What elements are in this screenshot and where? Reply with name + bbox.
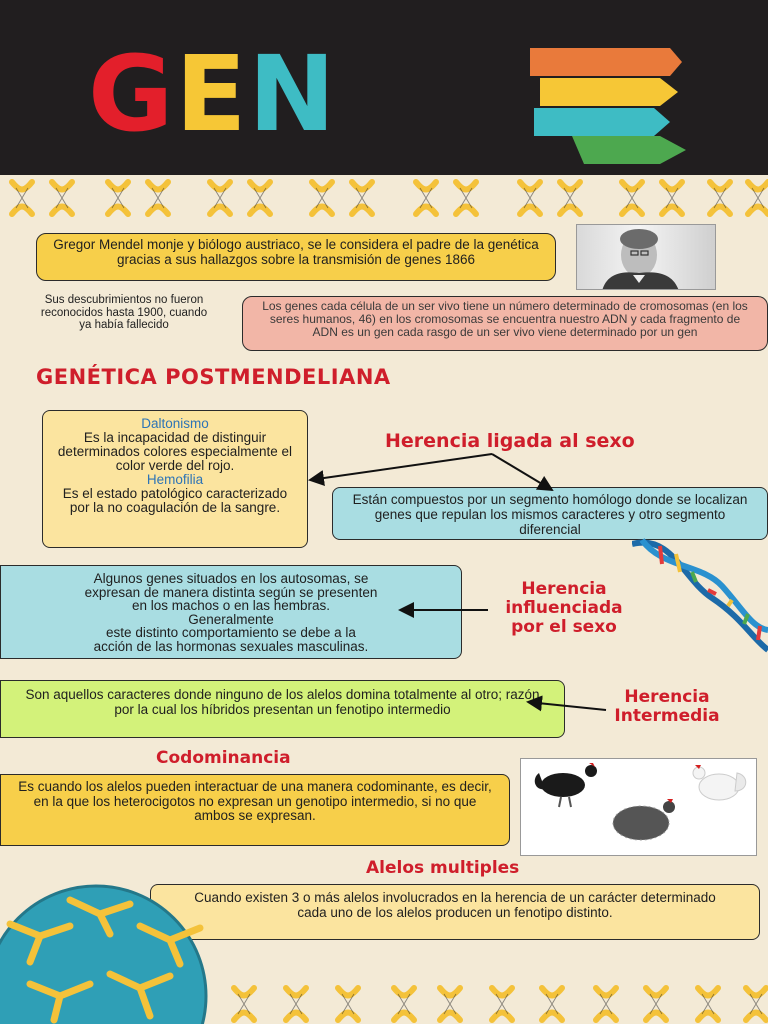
alelos-multiples-text: Cuando existen 3 o más alelos involucrados en la herencia de un carácter determinado cada uno de los alelos producen un fenotipo distinto. xyxy=(194,890,716,920)
codominancia-heading: Codominancia xyxy=(156,748,291,768)
intermedia-box xyxy=(0,680,565,738)
ligada-arrows xyxy=(300,448,560,498)
daltonismo-text: Es la incapacidad de distinguir determinados colores especialmente el color verde del rojo. xyxy=(57,430,293,473)
influenciada-line-3: en los machos o en las hembras. xyxy=(131,598,331,613)
genes-box xyxy=(242,296,768,351)
genes-text: Los genes cada célula de un ser vivo tiene un número determinado de cromosomas (en los seres humanos, 46) en los cromosomas se encuentra nuestro ADN y cada fragmento de ADN es un gen cada rasgo de un ser vivo viene determinado por un gen xyxy=(262,299,748,339)
chickens-icon xyxy=(521,759,758,857)
herencia-ligada-heading: Herencia ligada al sexo xyxy=(385,430,635,452)
hemofilia-text: Es el estado patológico caracterizado por la no coagulación de la sangre. xyxy=(62,486,288,515)
section-title: GENÉTICA POSTMENDELIANA xyxy=(36,365,391,389)
codominancia-box xyxy=(0,774,510,846)
intermedia-arrow xyxy=(520,694,610,718)
mendel-note: Sus descubrimientos no fueron reconocidos hasta 1900, cuando ya había fallecido xyxy=(40,294,208,331)
daltonismo-title: Daltonismo xyxy=(141,416,209,431)
portrait-icon xyxy=(577,225,716,290)
dna-helix-icon xyxy=(632,538,768,658)
influenciada-heading xyxy=(490,580,638,637)
mendel-intro-text: Gregor Mendel monje y biólogo austriaco, se le considera el padre de la genética gracias a sus hallazgos sobre la transmisión de genes 1866 xyxy=(53,237,539,267)
chromosome-pattern-icon xyxy=(0,984,768,1024)
codominancia-text: Es cuando los alelos pueden interactuar de una manera codominante, es decir, en la que los heterocigotos no expresan un genotipo intermedio, si no que ambos se expresan. xyxy=(18,779,492,823)
ligada-desc-text: Están compuestos por un segmento homólogo donde se localizan genes que repulan los mismos caracteres y otro segmento diferencial xyxy=(352,492,748,537)
influenciada-line-1: Algunos genes situados en los autosomas, se xyxy=(93,571,369,586)
alelos-multiples-heading: Alelos multiples xyxy=(366,858,520,878)
page-title xyxy=(88,33,338,155)
influenciada-line-2: expresan de manera distinta según se presenten xyxy=(84,584,378,600)
alelos-multiples-box xyxy=(150,884,760,940)
title-letter-n: N xyxy=(248,33,338,155)
influenciada-heading-2: influenciada xyxy=(505,598,623,618)
chickens-image xyxy=(520,758,757,856)
title-letter-g: G xyxy=(88,33,176,155)
influenciada-arrow xyxy=(392,600,492,620)
intermedia-heading-2: Intermedia xyxy=(614,706,720,726)
title-letter-e: E xyxy=(175,33,249,155)
chromosome-border-top xyxy=(0,176,768,220)
mendel-intro-box xyxy=(36,233,556,281)
influenciada-line-4: Generalmente xyxy=(188,611,274,627)
influenciada-line-5: este distinto comportamiento se debe a la xyxy=(106,625,356,640)
influenciada-line-6: acción de las hormonas sexuales masculinas. xyxy=(93,638,369,654)
arrows-logo-icon xyxy=(520,40,690,165)
influenciada-heading-3: por el sexo xyxy=(511,617,617,637)
intermedia-heading-1: Herencia xyxy=(624,687,710,707)
influenciada-heading-1: Herencia xyxy=(521,579,607,599)
daltonismo-hemofilia-box xyxy=(42,410,308,548)
chromosome-pattern-icon xyxy=(0,176,768,220)
hemofilia-title: Hemofilia xyxy=(146,472,204,487)
mendel-photo xyxy=(576,224,716,290)
intermedia-text: Son aquellos caracteres donde ninguno de los alelos domina totalmente al otro; razón por la cual los híbridos presentan un fenotipo intermedio xyxy=(25,687,540,717)
chromosome-border-bottom xyxy=(0,984,768,1024)
intermedia-heading xyxy=(592,688,742,726)
header-banner xyxy=(0,0,768,175)
